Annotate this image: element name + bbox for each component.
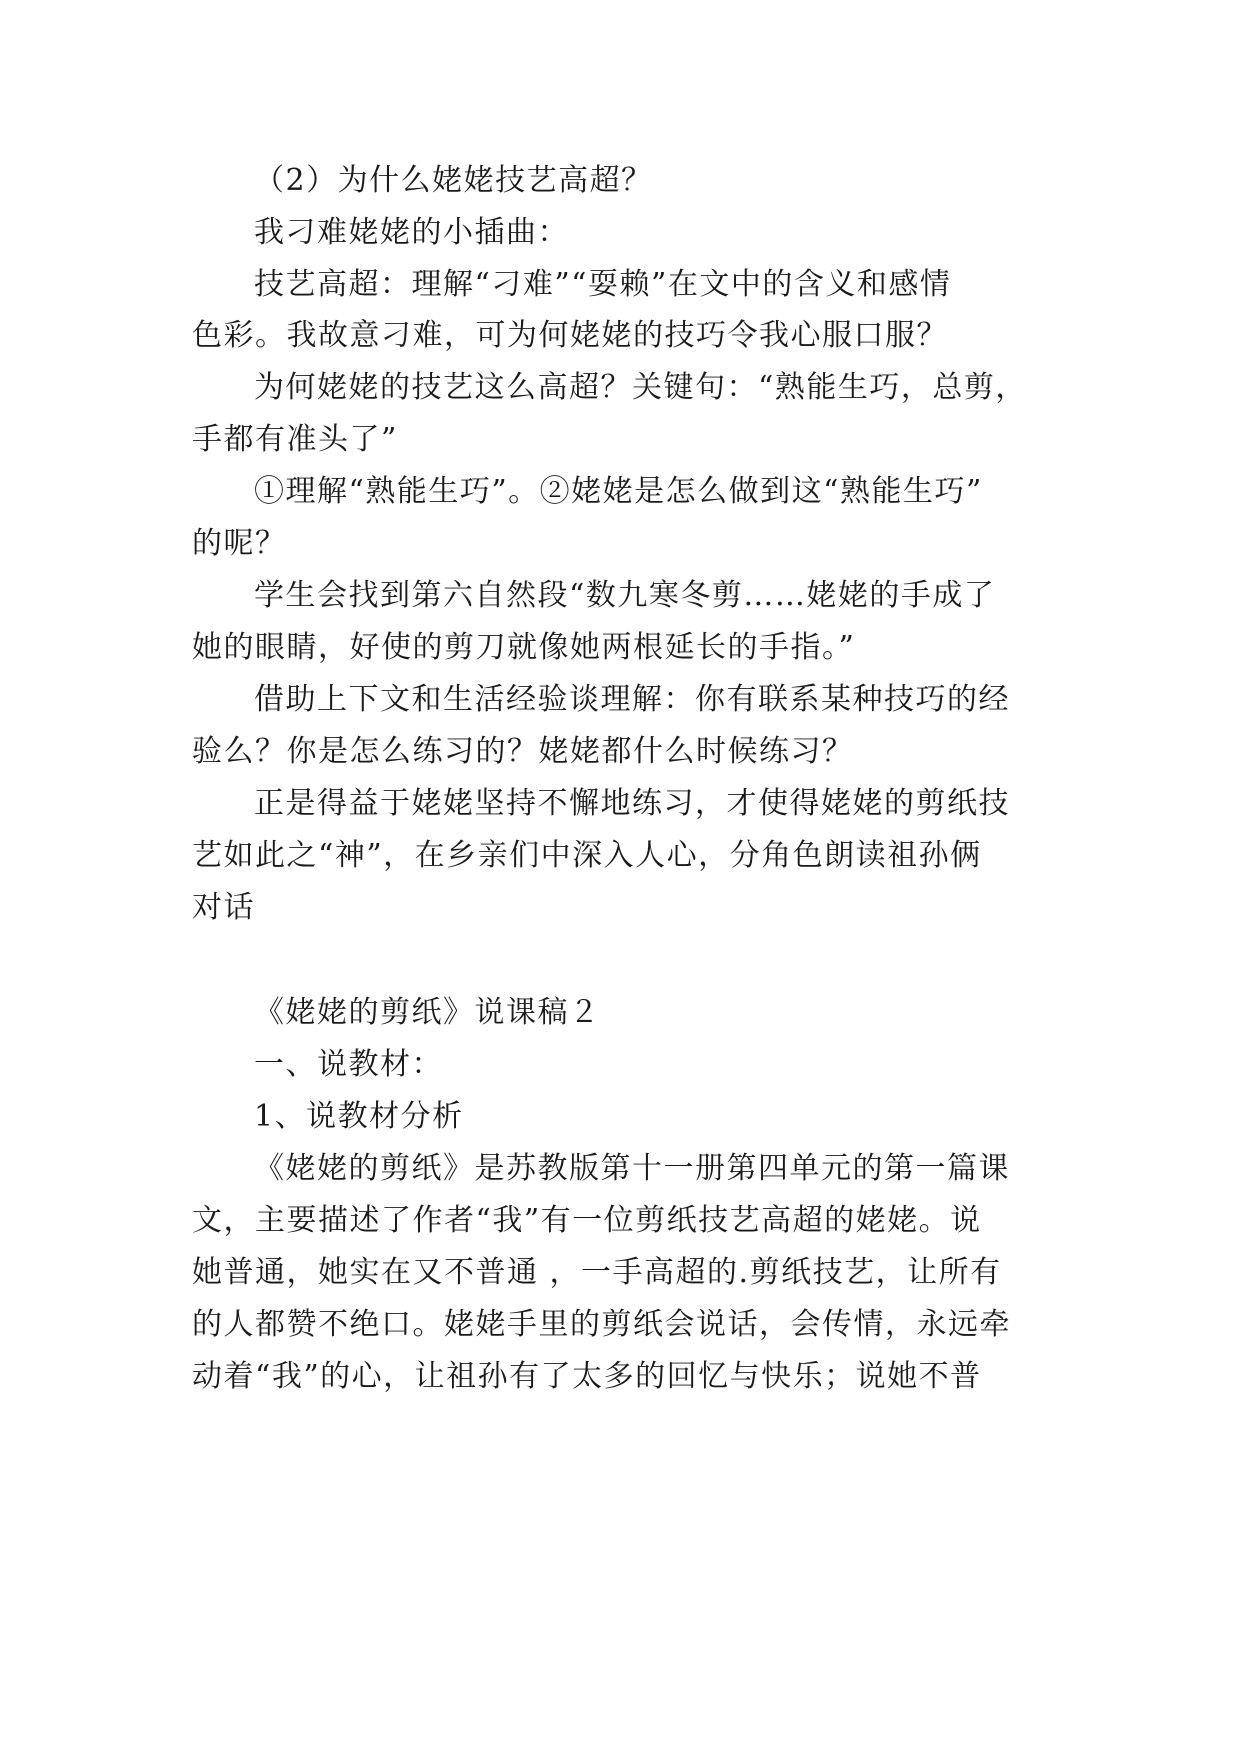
paragraph-line: 技艺高超：理解“刁难”“耍赖”在文中的含义和感情	[254, 267, 952, 302]
paragraph-line: 对话	[192, 890, 255, 925]
paragraph-line: 学生会找到第六自然段“数九寒冬剪……姥姥的手成了	[254, 578, 996, 613]
section-title: 《姥姥的剪纸》说课稿２	[254, 995, 601, 1030]
heading-level-1: 一、说教材：	[254, 1047, 443, 1082]
paragraph-line: 《姥姥的剪纸》是苏教版第十一册第四单元的第一篇课	[254, 1151, 1010, 1186]
paragraph-line: 正是得益于姥姥坚持不懈地练习，才使得姥姥的剪纸技	[254, 786, 1010, 821]
paragraph-line: 艺如此之“神”，在乡亲们中深入人心，分角色朗读祖孙俩	[192, 838, 982, 873]
paragraph-line: 她普通，她实在又不普通 ，一手高超的.剪纸技艺，让所有	[192, 1255, 1002, 1290]
paragraph-line: 验么？你是怎么练习的？姥姥都什么时候练习？	[192, 734, 854, 769]
paragraph-line: 我刁难姥姥的小插曲：	[254, 215, 569, 250]
paragraph-line: 的人都赞不绝口。姥姥手里的剪纸会说话，会传情，永远牵	[192, 1307, 1011, 1342]
paragraph-line: 借助上下文和生活经验谈理解：你有联系某种技巧的经	[254, 682, 1010, 717]
paragraph-line: ①理解“熟能生巧”。②姥姥是怎么做到这“熟能生巧”	[254, 474, 983, 509]
paragraph-line: 动着“我”的心，让祖孙有了太多的回忆与快乐；说她不普	[192, 1359, 982, 1394]
paragraph-line: （2）为什么姥姥技艺高超？	[254, 163, 653, 198]
paragraph-line: 为何姥姥的技艺这么高超？关键句：“熟能生巧，总剪，	[254, 370, 1027, 405]
paragraph-line: 色彩。我故意刁难，可为何姥姥的技巧令我心服口服？	[192, 318, 948, 353]
paragraph-line: 手都有准头了”	[192, 422, 398, 457]
paragraph-line: 文，主要描述了作者“我”有一位剪纸技艺高超的姥姥。说	[192, 1203, 982, 1238]
heading-level-2: 1、说教材分析	[254, 1099, 464, 1134]
paragraph-line: 的呢？	[192, 526, 287, 561]
paragraph-line: 她的眼睛，好使的剪刀就像她两根延长的手指。”	[192, 630, 856, 665]
